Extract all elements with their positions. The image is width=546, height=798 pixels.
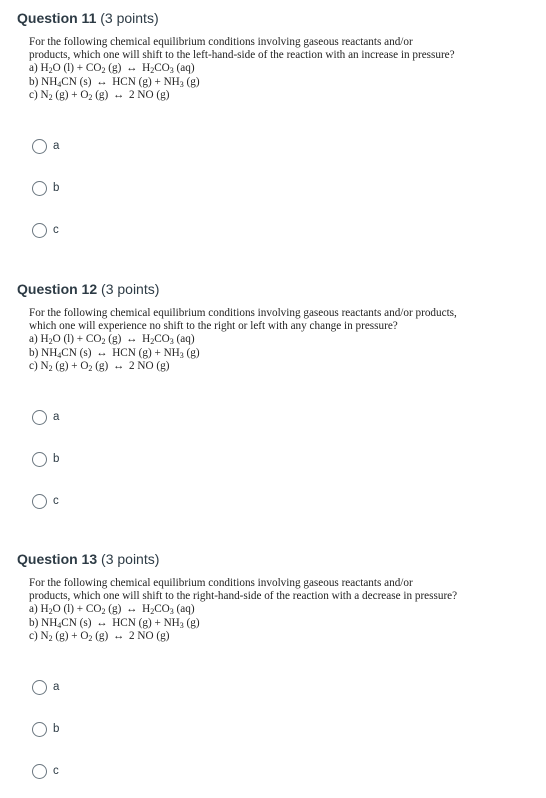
- reaction-b: b) $NH_4CN$ (s) ↔ HCN $(g) + NH_3$ (g): [29, 616, 200, 630]
- equilibrium-arrow-icon: ↔: [113, 629, 125, 642]
- option-label: b: [53, 453, 60, 465]
- option-label: c: [53, 495, 59, 507]
- question-points: (3 points): [100, 10, 159, 26]
- option-label: c: [53, 224, 59, 236]
- radio-button[interactable]: [32, 764, 47, 779]
- option-c[interactable]: [32, 220, 59, 240]
- option-b[interactable]: [32, 449, 59, 469]
- radio-button[interactable]: [32, 494, 47, 509]
- question-text: [29, 36, 529, 102]
- question-header: [17, 280, 159, 298]
- equilibrium-arrow-icon: ↔: [126, 62, 138, 75]
- reaction-c: c) $N_2$ $(g) + O_2$ (g) ↔ 2 NO (g): [29, 88, 170, 102]
- option-c[interactable]: [32, 491, 59, 511]
- question-prompt-line-1: For the following chemical equilibrium conditions involving gaseous reactants and/or: [29, 36, 413, 48]
- option-label: c: [53, 765, 59, 777]
- option-label: b: [53, 182, 60, 194]
- reaction-a: a) $H_2O$ $(l) + CO_2$ (g) ↔ $H_2CO_3$ (aq): [29, 333, 195, 347]
- radio-button[interactable]: [32, 223, 47, 238]
- question-prompt-line-1: For the following chemical equilibrium conditions involving gaseous reactants and/or products,: [29, 307, 457, 319]
- question-prompt-line-2: products, which one will shift to the right-hand-side of the reaction with a decrease in pressure?: [29, 590, 458, 603]
- equilibrium-arrow-icon: ↔: [126, 333, 138, 346]
- reaction-a: a) $H_2O$ $(l) + CO_2$ (g) ↔ $H_2CO_3$ (aq): [29, 603, 195, 617]
- question-title: Question 11: [17, 10, 97, 26]
- question-text: [29, 577, 529, 643]
- question-header: [17, 550, 159, 568]
- reaction-c: c) $N_2$ $(g) + O_2$ (g) ↔ 2 NO (g): [29, 359, 170, 373]
- reaction-b: b) $NH_4CN$ (s) ↔ HCN $(g) + NH_3$ (g): [29, 346, 200, 360]
- equilibrium-arrow-icon: ↔: [113, 359, 125, 372]
- equilibrium-arrow-icon: ↔: [96, 346, 108, 359]
- question-prompt-line-2: products, which one will shift to the left-hand-side of the reaction with an increase in pressure?: [29, 49, 455, 62]
- reaction-b: b) $NH_4CN$ (s) ↔ HCN $(g) + NH_3$ (g): [29, 75, 200, 89]
- equilibrium-arrow-icon: ↔: [96, 616, 108, 629]
- radio-button[interactable]: [32, 452, 47, 467]
- reaction-a: a) $H_2O$ $(l) + CO_2$ (g) ↔ $H_2CO_3$ (aq): [29, 62, 195, 76]
- equilibrium-arrow-icon: ↔: [113, 88, 125, 101]
- question-header: [17, 9, 159, 27]
- equilibrium-arrow-icon: ↔: [96, 75, 108, 88]
- option-b[interactable]: [32, 719, 59, 739]
- radio-button[interactable]: [32, 181, 47, 196]
- question-points: (3 points): [101, 281, 160, 297]
- question-prompt-line-2: which one will experience no shift to the right or left with any change in pressure?: [29, 320, 398, 333]
- option-a[interactable]: [32, 136, 59, 156]
- radio-button[interactable]: [32, 410, 47, 425]
- option-label: b: [53, 723, 60, 735]
- question-title: Question 12: [17, 281, 98, 297]
- radio-button[interactable]: [32, 139, 47, 154]
- question-points: (3 points): [101, 551, 160, 567]
- option-label: a: [53, 140, 60, 152]
- option-a[interactable]: [32, 677, 59, 697]
- question-prompt-line-1: For the following chemical equilibrium conditions involving gaseous reactants and/or: [29, 577, 413, 589]
- option-label: a: [53, 681, 60, 693]
- option-a[interactable]: [32, 407, 59, 427]
- option-label: a: [53, 411, 60, 423]
- question-text: [29, 307, 529, 373]
- reaction-c: c) $N_2$ $(g) + O_2$ (g) ↔ 2 NO (g): [29, 629, 170, 643]
- equilibrium-arrow-icon: ↔: [126, 603, 138, 616]
- radio-button[interactable]: [32, 680, 47, 695]
- question-title: Question 13: [17, 551, 98, 567]
- option-b[interactable]: [32, 178, 59, 198]
- radio-button[interactable]: [32, 722, 47, 737]
- option-c[interactable]: [32, 761, 59, 781]
